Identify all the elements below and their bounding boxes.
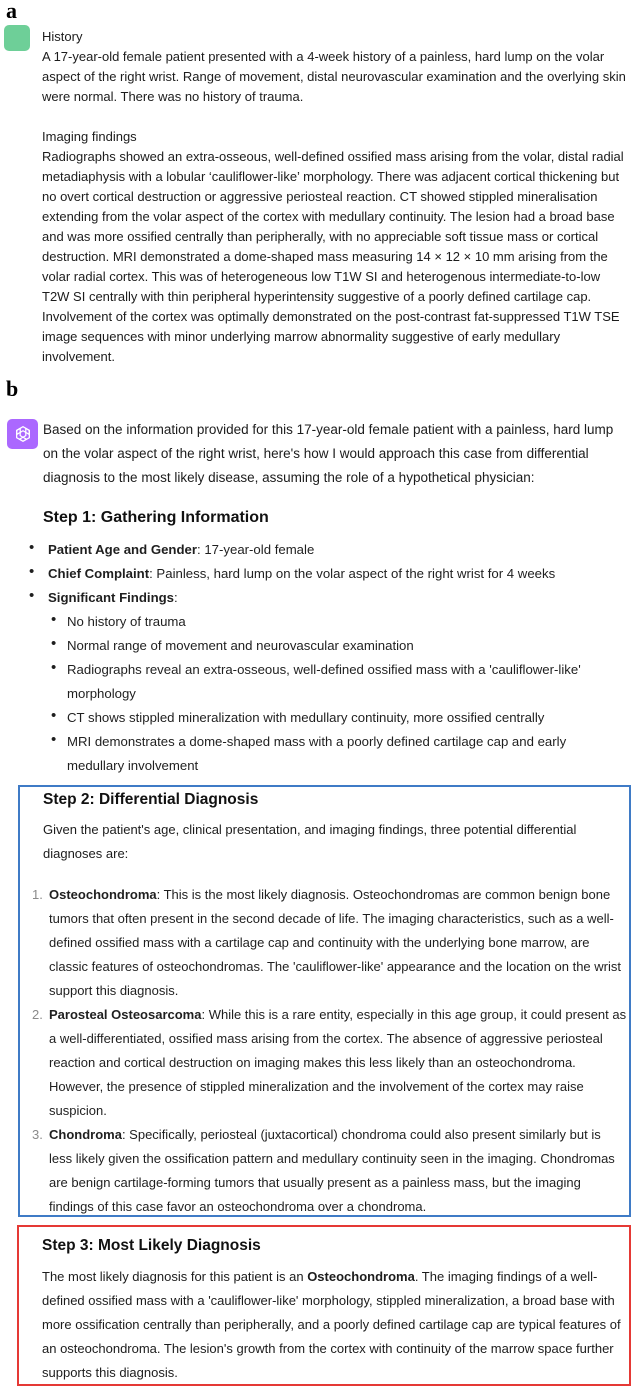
item-text: : Painless, hard lump on the volar aspect of the right wrist for 4 weeks	[149, 566, 556, 581]
most-likely-diagnosis-box	[17, 1225, 631, 1386]
sub-list-item: • CT shows stippled mineralization with medullary continuity, more ossified centrally	[29, 706, 619, 730]
item-text: : Specifically, periosteal (juxtacortical) chondroma could also present similarly but is less likely given the ossification pattern and medullary continuity seen in the imaging. Chondromas are benign cartilage-forming tumors that usually present as a painless mass, but the imaging findings of this case favor an osteochondroma over a chondroma.	[49, 1127, 615, 1214]
imaging-title: Imaging findings	[42, 129, 137, 144]
user-avatar	[4, 25, 30, 51]
item-label: Significant Findings	[48, 590, 175, 605]
item-text: : 17-year-old female	[197, 542, 315, 557]
step2-heading: Step 2: Differential Diagnosis	[43, 791, 259, 808]
item-label: Patient Age and Gender	[48, 542, 197, 557]
sub-list-item: • No history of trauma	[29, 610, 619, 634]
step3-text-after: . The imaging findings of a well-defined ossified mass with a 'cauliflower-like' morphology, stippled mineralization, a broad base with more ossification centrally than peripherally, and a poorly defined cartilage cap are typical features of an osteochondroma. The lesion's growth from the cortex with continuity of the marrow space further supports this diagnosis.	[42, 1269, 621, 1380]
item-label: Chief Complaint	[48, 566, 150, 581]
history-text: A 17-year-old female patient presented with a 4-week history of a painless, hard lump on the volar aspect of the right wrist. Range of movement, distal neurovascular examination and the overlying skin were normal. There was no history of trauma.	[42, 49, 626, 104]
list-item	[32, 1123, 627, 1219]
list-item	[32, 883, 627, 1003]
item-text: :	[174, 590, 178, 605]
step3-diagnosis: Osteochondroma	[307, 1269, 415, 1284]
item-label: Osteochondroma	[49, 887, 157, 902]
differential-diagnosis-box	[18, 785, 631, 1217]
item-label: Chondroma	[49, 1127, 122, 1142]
step3-heading: Step 3: Most Likely Diagnosis	[42, 1237, 261, 1254]
step1-heading: Step 1: Gathering Information	[43, 509, 269, 526]
step3-text	[42, 1265, 627, 1385]
list-item	[29, 562, 619, 586]
differential-list	[32, 883, 627, 1219]
user-message	[42, 27, 627, 367]
list-number: 1.	[32, 887, 43, 902]
panel-label-b: b	[6, 376, 19, 401]
step3-text-before: The most likely diagnosis for this patient is an	[42, 1269, 308, 1284]
sub-list-item: • Radiographs reveal an extra-osseous, well-defined ossified mass with a 'cauliflower-like' morphology	[29, 658, 619, 706]
item-text: : This is the most likely diagnosis. Osteochondromas are common benign bone tumors that often present in the second decade of life. The imaging characteristics, such as a well-defined ossified mass with a cartilage cap and continuity with the underlying bone marrow, are classic features of osteochondromas. The 'cauliflower-like' appearance and the location on the wrist support this diagnosis.	[49, 887, 621, 998]
item-text: : While this is a rare entity, especially in this age group, it could present as a well-differentiated, ossified mass arising from the cortex. The absence of aggressive periosteal reaction and cortical destruction on imaging makes this less likely than an osteochondroma. However, the presence of stippled mineralization and the involvement of the cortex may raise suspicion.	[49, 1007, 627, 1118]
openai-logo-icon	[7, 419, 38, 449]
history-title: History	[42, 29, 83, 44]
list-number: 3.	[32, 1127, 43, 1142]
panel-label-a: a	[6, 0, 17, 23]
sub-list-item: • MRI demonstrates a dome-shaped mass with a poorly defined cartilage cap and early medullary involvement	[29, 730, 619, 778]
item-label: Parosteal Osteosarcoma	[49, 1007, 202, 1022]
sub-list-item: • Normal range of movement and neurovascular examination	[29, 634, 619, 658]
list-item	[29, 586, 619, 610]
imaging-text: Radiographs showed an extra-osseous, well-defined ossified mass arising from the volar, distal radial metadiaphysis with a lobular ‘cauliflower-like’ morphology. There was adjacent cortical thickening but no overt cortical destruction or aggressive periosteal reaction. CT showed stippled mineralisation extending from the volar aspect of the cortex with medullary continuity. The lesion had a broad base and was more ossified centrally than peripherally, with no appreciable soft tissue mass or cortical destruction. MRI demonstrated a dome-shaped mass measuring 14 × 12 × 10 mm arising from the volar radial cortex. This was of heterogeneous low T1W SI and heterogenous intermediate-to-low T2W SI centrally with thin peripheral hyperintensity suggestive of a poorly defined cartilage cap. Involvement of the cortex was optimally demonstrated on the post-contrast fat-suppressed T1W TSE image sequences with minor underlying marrow abnormality suggestive of early medullary involvement.	[42, 149, 624, 364]
assistant-intro: Based on the information provided for this 17-year-old female patient with a painless, hard lump on the volar aspect of the right wrist, here's how I would approach this case from differential diagnosis to the most likely disease, assuming the role of a hypothetical physician:	[43, 422, 614, 485]
step1-list	[29, 538, 619, 778]
list-item	[32, 1003, 627, 1123]
step2-intro: Given the patient's age, clinical presentation, and imaging findings, three potential differential diagnoses are:	[43, 822, 577, 861]
list-item	[29, 538, 619, 562]
list-number: 2.	[32, 1007, 43, 1022]
